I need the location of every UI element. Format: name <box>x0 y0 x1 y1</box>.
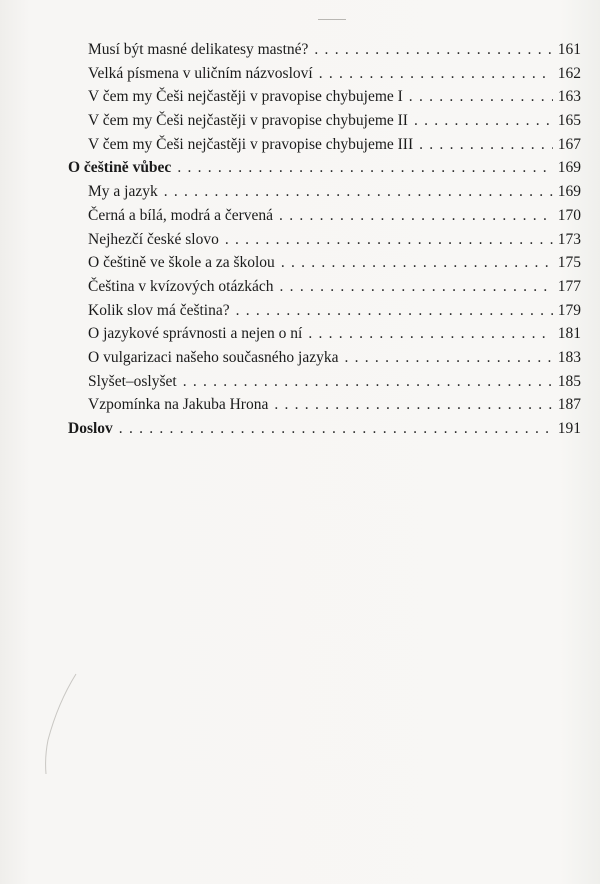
dot-leader <box>119 417 553 441</box>
dot-leader <box>274 393 553 417</box>
toc-entry <box>68 299 581 323</box>
toc-entry-title: Velká písmena v uličním názvosloví <box>88 64 313 82</box>
toc-chapter-page: 191 <box>557 420 581 437</box>
toc-entry-page: 183 <box>557 348 581 366</box>
toc-entry <box>68 85 581 109</box>
dot-leader <box>419 133 553 157</box>
toc-entry-page: 187 <box>557 396 581 414</box>
toc-entry-page: 163 <box>557 88 581 106</box>
toc-entry-page: 181 <box>557 325 581 343</box>
toc-entry-page: 185 <box>557 372 581 390</box>
toc-entry <box>68 251 581 275</box>
toc-entry-title: Čeština v kvízových otázkách <box>88 277 274 295</box>
toc-entry-page: 173 <box>557 230 581 248</box>
toc-chapter-title: Doslov <box>68 420 113 437</box>
toc-entry-title: O češtině ve škole a za školou <box>88 254 275 272</box>
toc-entry <box>68 109 581 133</box>
toc-entry-title: My a jazyk <box>88 183 158 201</box>
toc-entry <box>68 393 581 417</box>
dot-leader <box>225 228 553 252</box>
toc-entry-page: 165 <box>557 112 581 130</box>
toc-entry <box>68 275 581 299</box>
dot-leader <box>319 62 553 86</box>
toc-entry <box>68 370 581 394</box>
dot-leader <box>414 109 553 133</box>
dot-leader <box>279 204 553 228</box>
dot-leader <box>280 275 553 299</box>
toc-entry-title: Kolik slov má čeština? <box>88 301 230 319</box>
toc-entry-title: Černá a bílá, modrá a červená <box>88 206 274 224</box>
toc-entry-title: V čem my Češi nejčastěji v pravopise chybujeme III <box>88 135 414 153</box>
toc-entry-title: Slyšet–oslyšet <box>88 372 177 390</box>
toc-entry-page: 170 <box>557 206 581 224</box>
dot-leader <box>183 370 553 394</box>
dot-leader <box>344 346 553 370</box>
toc-entry <box>68 62 581 86</box>
toc-chapter-page: 169 <box>557 159 581 177</box>
toc-entry-title: Musí být masné delikatesy mastné? <box>88 41 309 58</box>
toc-chapter <box>68 417 581 441</box>
toc-entry-title: V čem my Češi nejčastěji v pravopise chybujeme II <box>88 112 408 130</box>
toc-entry-title: O jazykové správnosti a nejen o ní <box>88 325 303 343</box>
toc-entry-page: 175 <box>557 254 581 272</box>
toc-entry-page: 162 <box>557 64 581 82</box>
toc-entry <box>68 228 581 252</box>
toc-entry-title: O vulgarizaci našeho současného jazyka <box>88 348 339 366</box>
table-of-contents <box>68 38 581 441</box>
toc-entry <box>68 204 581 228</box>
dot-leader <box>164 180 553 204</box>
dot-leader <box>308 322 553 346</box>
dot-leader <box>281 251 553 275</box>
toc-chapter <box>68 156 581 180</box>
toc-entry-page: 169 <box>557 183 581 201</box>
toc-entry-title: Nejhezčí české slovo <box>88 230 219 248</box>
dot-leader <box>314 38 553 62</box>
toc-entry <box>68 38 581 62</box>
pencil-mark <box>36 670 86 780</box>
toc-entry-title: V čem my Češi nejčastěji v pravopise chybujeme I <box>88 88 403 106</box>
toc-entry-page: 167 <box>557 135 581 153</box>
toc-entry <box>68 346 581 370</box>
toc-entry <box>68 133 581 157</box>
toc-entry-title: Vzpomínka na Jakuba Hrona <box>88 396 269 414</box>
toc-chapter-title: O češtině vůbec <box>68 159 172 177</box>
toc-entry <box>68 180 581 204</box>
toc-entry <box>68 322 581 346</box>
dot-leader <box>409 85 553 109</box>
dot-leader <box>177 156 553 180</box>
toc-entry-page: 161 <box>557 41 581 58</box>
header-mark <box>318 19 346 20</box>
toc-entry-page: 179 <box>557 301 581 319</box>
toc-entry-page: 177 <box>557 277 581 295</box>
dot-leader <box>236 299 553 323</box>
